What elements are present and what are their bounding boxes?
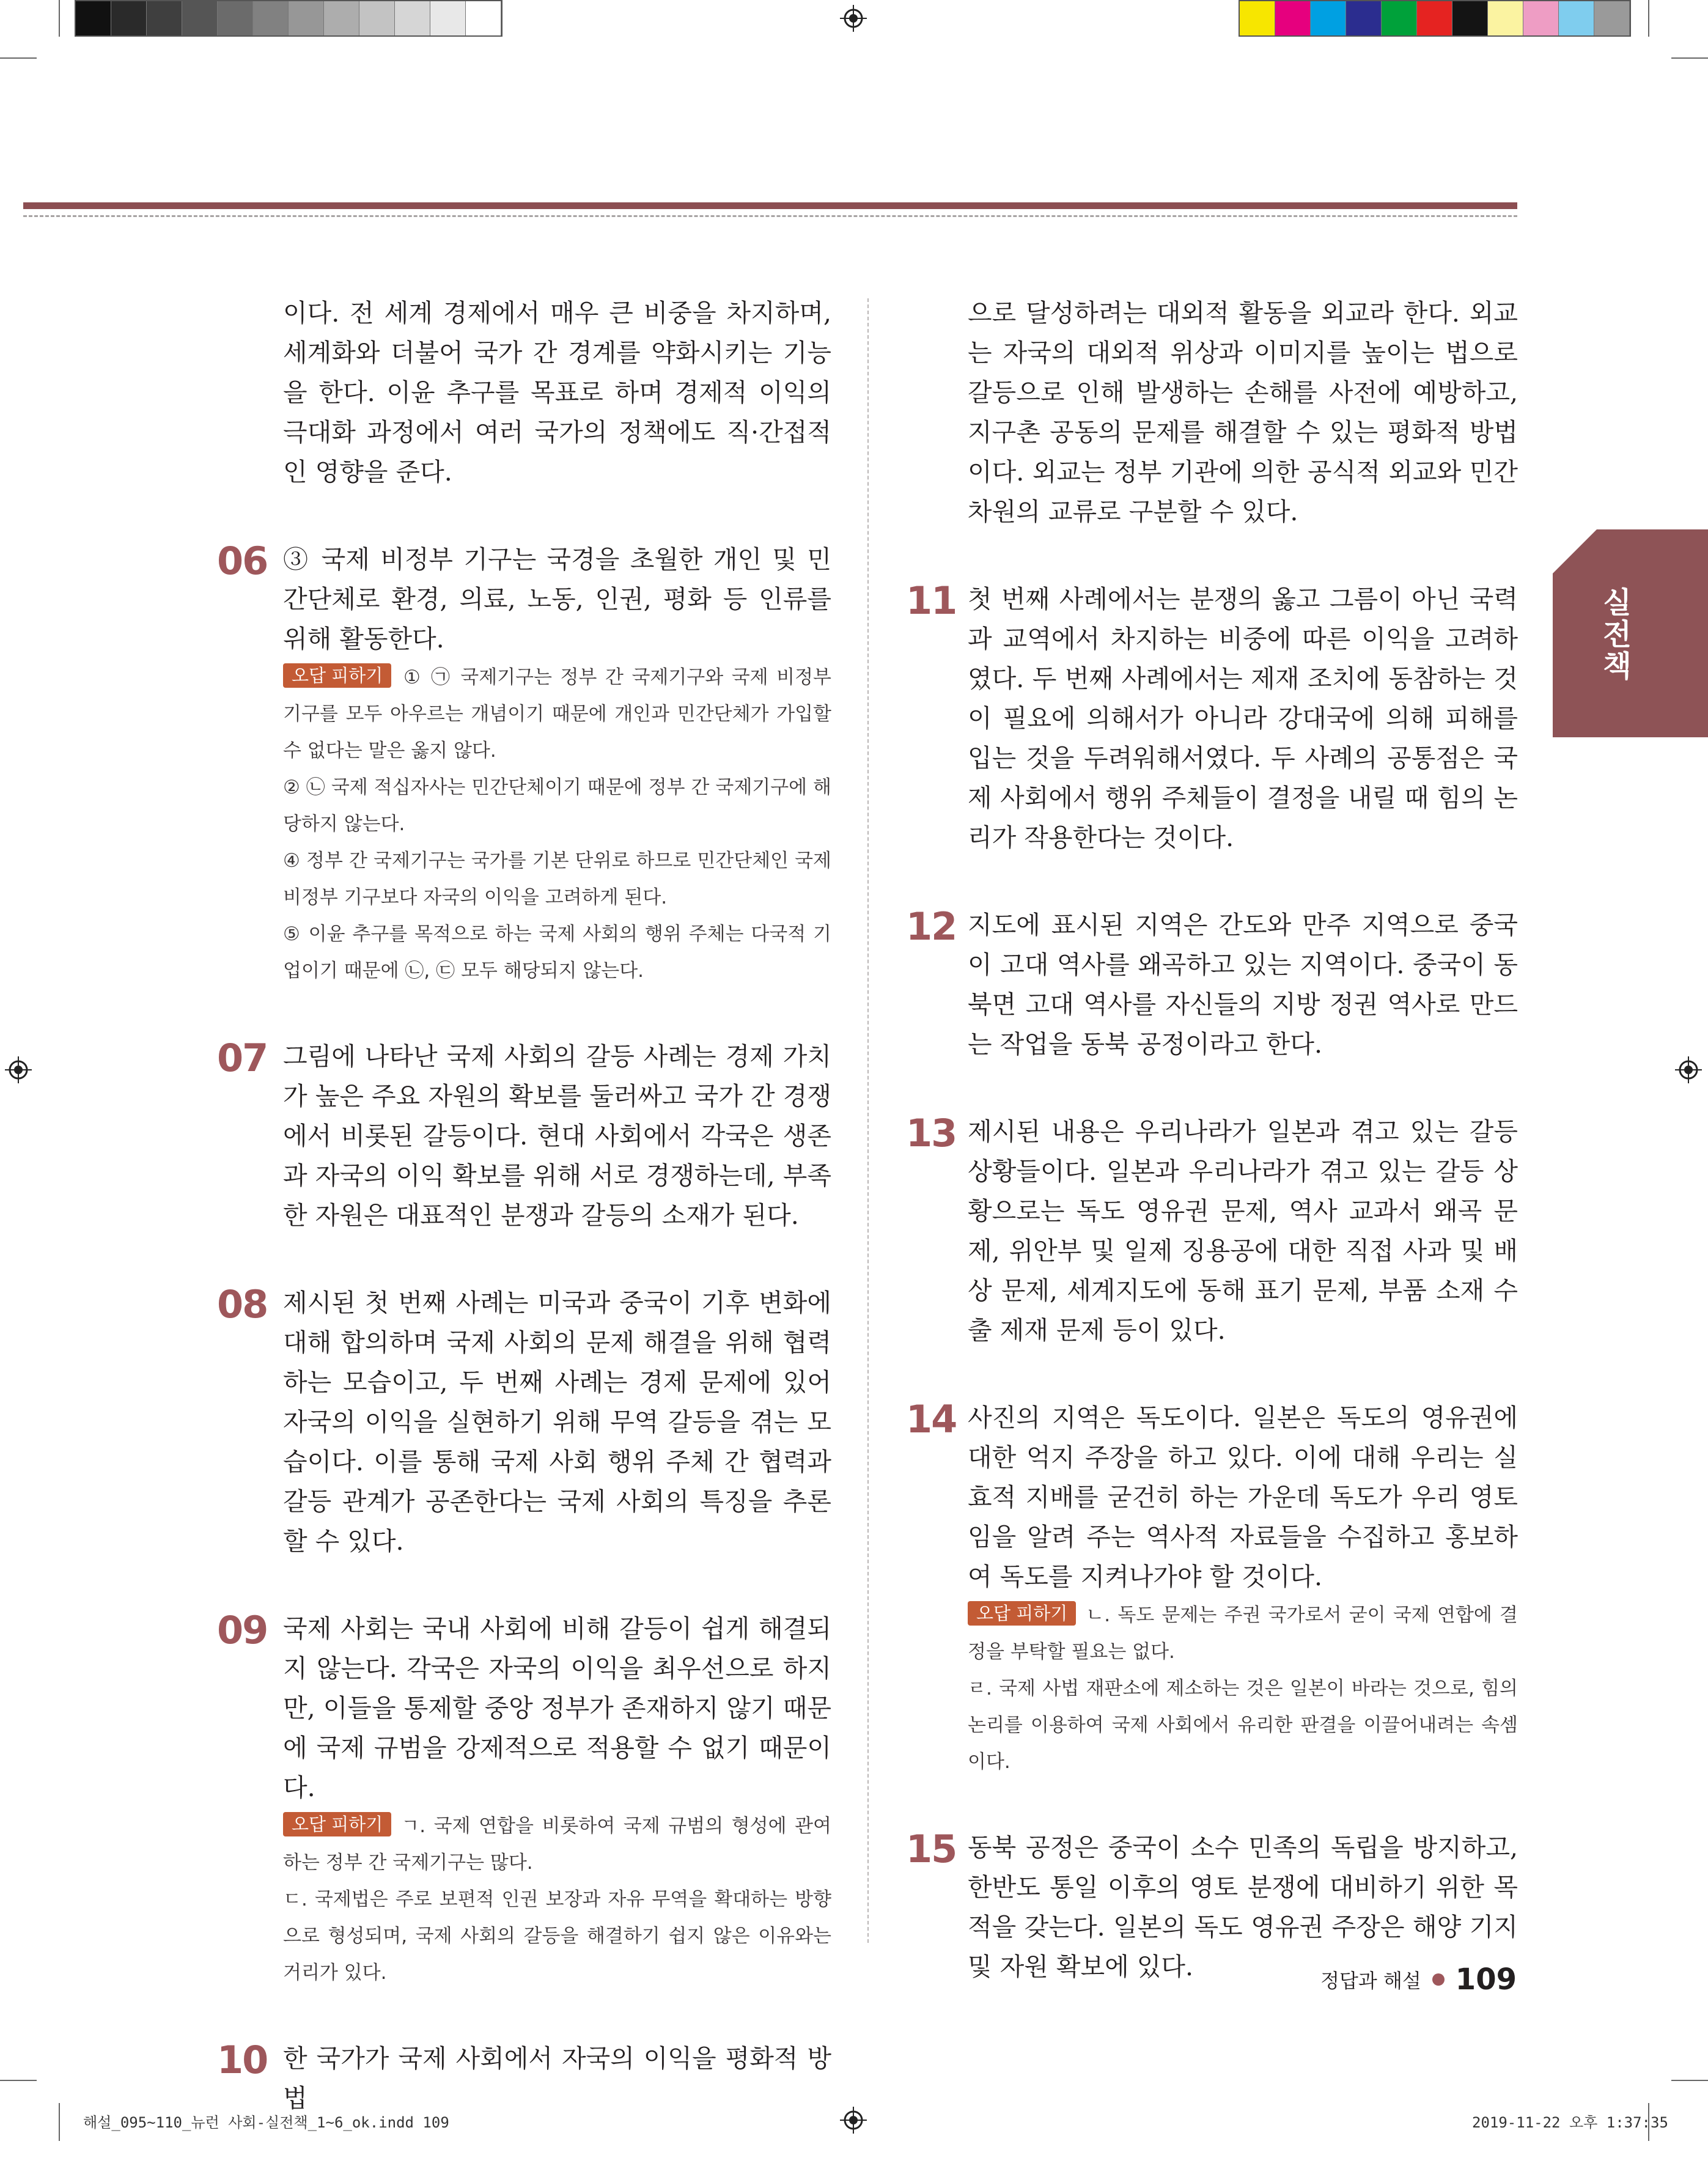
header-dashed-rule [23, 215, 1517, 217]
trim-mark [59, 2103, 60, 2141]
left-column [217, 293, 831, 2166]
header-rule [23, 202, 1517, 209]
registration-mark-icon [840, 2107, 867, 2134]
answer-text: 제시된 첫 번째 사례는 미국과 중국이 기후 변화에 대해 합의하며 국제 사회의 문제 해결을 위해 협력하는 모습이고, 두 번째 사례는 경제 문제에 있어 자국의 이익을 실현하기 위해 무역 갈등을 겪는 모습이다. 이를 통해 국제 사회 행위 주체 간 협력과 갈등 관계가 공존한다는 국제 사회의 특징을 추론할 수 있다. [283, 1288, 831, 1556]
trim-mark [1671, 57, 1708, 59]
slug-timestamp: 2019-11-22 오후 1:37:35 [1472, 2114, 1668, 2131]
answer-text: 사진의 지역은 독도이다. 일본은 독도의 영유권에 대한 억지 주장을 하고 있다. 이에 대해 우리는 실효적 지배를 굳건히 하는 가운데 독도가 우리 영토임을 알려 주는 역사적 자료들을 수집하고 홍보하여 독도를 지켜나가야 할 것이다. [968, 1403, 1518, 1591]
color-swatch [182, 1, 218, 35]
answer-text: 첫 번째 사례에서는 분쟁의 옳고 그름이 아닌 국력과 교역에서 차지하는 비중에 따른 이익을 고려하였다. 두 번째 사례에서는 제재 조치에 동참하는 것이 필요에 의해서가 아니라 강대국에 의해 피해를 입는 것을 두려워해서였다. 두 사례의 공통점은 국제 사회에서 행위 주체들이 결정을 내릴 때 힘의 논리가 작용한다는 것이다. [968, 584, 1518, 852]
section-tab-label: 실전책 [1597, 587, 1632, 682]
note-text: ① ㉠ 국제기구는 정부 간 국제기구와 국제 비정부 기구를 모두 아우르는 개념이기 때문에 개인과 민간단체가 가입할 수 없다는 말은 옳지 않다. [283, 666, 831, 762]
question-number: 11 [906, 578, 957, 623]
color-swatch [1382, 1, 1417, 35]
note-text: ⑤ 이윤 추구를 목적으로 하는 국제 사회의 행위 주체는 다국적 기업이기 때문에 ㉡, ㉢ 모두 해당되지 않는다. [283, 923, 831, 982]
registration-mark-icon [1, 0, 28, 27]
question-number: 06 [217, 539, 268, 583]
question-number: 12 [906, 904, 957, 949]
footer-label: 정답과 해설 [1320, 1969, 1421, 1992]
answer-body [283, 1609, 831, 1991]
question-number: 10 [217, 2038, 268, 2082]
note-line [968, 1597, 1518, 1670]
color-swatch [1240, 1, 1275, 35]
color-swatch [1523, 1, 1559, 35]
color-swatch [1594, 1, 1630, 35]
color-swatch [1417, 1, 1452, 35]
question-number: 07 [217, 1036, 268, 1080]
question-number: 13 [906, 1111, 957, 1155]
color-swatch [1346, 1, 1382, 35]
answer-item [904, 293, 1518, 532]
answer-body [968, 1398, 1518, 1780]
wrong-answer-note [283, 1808, 831, 1991]
answer-item [217, 1036, 831, 1236]
note-text: ㄱ. 국제 연합을 비롯하여 국제 규범의 형성에 관여하는 정부 간 국제기구는 많다. [283, 1815, 831, 1874]
trim-mark [1671, 2080, 1708, 2081]
answer-text: 그림에 나타난 국제 사회의 갈등 사례는 경제 가치가 높은 주요 자원의 확보를 둘러싸고 국가 간 경쟁에서 비롯된 갈등이다. 현대 사회에서 각국은 생존과 자국의 이익 확보를 위해 서로 경쟁하는데, 부족한 자원은 대표적인 분쟁과 갈등의 소재가 된다. [283, 1042, 831, 1230]
answer-text: 한 국가가 국제 사회에서 자국의 이익을 평화적 방법 [283, 2044, 831, 2113]
slug-filename: 해설_095~110_뉴런 사회-실전책_1~6_ok.indd 109 [83, 2114, 449, 2131]
answer-body [283, 540, 831, 989]
answer-body [283, 1283, 831, 1561]
color-swatch [466, 1, 501, 35]
color-swatch [253, 1, 289, 35]
color-swatch [430, 1, 466, 35]
right-column [904, 293, 1518, 2035]
wrong-answer-note [968, 1597, 1518, 1780]
answer-item [904, 1112, 1518, 1350]
wrong-answer-badge: 오답 피하기 [283, 1812, 391, 1836]
answer-text: 국제 사회는 국내 사회에 비해 갈등이 쉽게 해결되지 않는다. 각국은 자국의 이익을 최우선으로 하지만, 이들을 통제할 중앙 정부가 존재하지 않기 때문에 국제 규범을 강제적으로 적용할 수 없기 때문이다. [283, 1614, 831, 1802]
answer-text: ③ 국제 비정부 기구는 국경을 초월한 개인 및 민간단체로 환경, 의료, 노동, 인권, 평화 등 인류를 위해 활동한다. [283, 545, 831, 654]
color-swatch [218, 1, 253, 35]
question-number: 14 [906, 1397, 957, 1442]
note-text: ④ 정부 간 국제기구는 국가를 기본 단위로 하므로 민간단체인 국제 비정부 기구보다 자국의 이익을 고려하게 된다. [283, 850, 831, 908]
trim-mark [1648, 0, 1649, 37]
color-swatch [1488, 1, 1523, 35]
answer-item [904, 905, 1518, 1064]
note-text: ㄴ. 독도 문제는 주권 국가로서 굳이 국제 연합에 결정을 부탁할 필요는 없다. [968, 1604, 1518, 1663]
wrong-answer-note [283, 659, 831, 989]
note-line [283, 1881, 831, 1991]
answer-text: 지도에 표시된 지역은 간도와 만주 지역으로 중국이 고대 역사를 왜곡하고 있는 지역이다. 중국이 동북면 고대 역사를 자신들의 지방 정권 역사로 만드는 작업을 동북 공정이라고 한다. [968, 910, 1518, 1059]
bullet-dot-icon [1432, 1973, 1445, 1986]
note-line [283, 769, 831, 842]
color-swatch [289, 1, 324, 35]
color-swatch [395, 1, 430, 35]
registration-mark-icon [840, 5, 867, 32]
note-text: ㄹ. 국제 사법 재판소에 제소하는 것은 일본이 바라는 것으로, 힘의 논리를 이용하여 국제 사회에서 유리한 판결을 이끌어내려는 속셈이다. [968, 1678, 1518, 1773]
answer-item [217, 2038, 831, 2118]
color-swatch [76, 1, 111, 35]
note-line [968, 1670, 1518, 1780]
color-swatch [1452, 1, 1488, 35]
page-footer [1320, 1962, 1517, 1997]
answer-body [968, 905, 1518, 1064]
answer-body [283, 293, 831, 492]
answer-body [968, 293, 1518, 532]
registration-mark-icon [5, 1056, 32, 1083]
answer-item [217, 539, 831, 989]
wrong-answer-badge: 오답 피하기 [968, 1601, 1076, 1626]
answer-body [968, 580, 1518, 858]
answer-body [283, 2039, 831, 2118]
trim-mark [0, 2080, 37, 2081]
column-divider [867, 298, 869, 1943]
answer-text: 이다. 전 세계 경제에서 매우 큰 비중을 차지하며, 세계화와 더불어 국가 간 경계를 약화시키는 기능을 한다. 이윤 추구를 목표로 하며 경제적 이익의 극대화 과정에서 여러 국가의 정책에도 직·간접적인 영향을 준다. [283, 298, 831, 487]
color-swatch [111, 1, 147, 35]
color-swatch [1275, 1, 1311, 35]
question-number: 09 [217, 1608, 268, 1652]
color-swatch [1311, 1, 1346, 35]
trim-mark [0, 57, 37, 59]
color-swatch [359, 1, 395, 35]
color-swatch [147, 1, 182, 35]
answer-item [217, 1282, 831, 1561]
answer-body [283, 1037, 831, 1236]
note-line [283, 916, 831, 989]
answer-item [904, 580, 1518, 858]
note-line [283, 1808, 831, 1881]
answer-item [220, 293, 831, 492]
note-text: ② ㉡ 국제 적십자사는 민간단체이기 때문에 정부 간 국제기구에 해당하지 않는다. [283, 776, 831, 835]
question-number: 08 [217, 1282, 268, 1327]
page-number: 109 [1455, 1962, 1517, 1997]
color-swatch [324, 1, 359, 35]
note-line [283, 842, 831, 916]
trim-mark [59, 0, 60, 37]
gray-calibration-bar [75, 0, 502, 37]
note-line [283, 659, 831, 769]
registration-mark-icon [1675, 1056, 1702, 1083]
answer-body [968, 1112, 1518, 1350]
color-swatch [1559, 1, 1594, 35]
color-calibration-bar [1239, 0, 1631, 37]
wrong-answer-badge: 오답 피하기 [283, 663, 391, 688]
answer-text: 으로 달성하려는 대외적 활동을 외교라 한다. 외교는 자국의 대외적 위상과 이미지를 높이는 법으로 갈등으로 인해 발생하는 손해를 사전에 예방하고, 지구촌 공동의 문제를 해결할 수 있는 평화적 방법이다. 외교는 정부 기관에 의한 공식적 외교와 민간 차원의 교류로 구분할 수 있다. [968, 298, 1518, 526]
answer-text: 제시된 내용은 우리나라가 일본과 겪고 있는 갈등 상황들이다. 일본과 우리나라가 겪고 있는 갈등 상황으로는 독도 영유권 문제, 역사 교과서 왜곡 문제, 위안부 및 일제 징용공에 대한 직접 사과 및 배상 문제, 세계지도에 동해 표기 문제, 부품 소재 수출 제재 문제 등이 있다. [968, 1117, 1518, 1345]
answer-item [217, 1608, 831, 1991]
question-number: 15 [906, 1827, 957, 1871]
answer-item [904, 1398, 1518, 1780]
answer-text: 동북 공정은 중국이 소수 민족의 독립을 방지하고, 한반도 통일 이후의 영토 분쟁에 대비하기 위한 목적을 갖는다. 일본의 독도 영유권 주장은 해양 기지 및 자원 확보에 있다. [968, 1833, 1518, 1981]
note-text: ㄷ. 국제법은 주로 보편적 인권 보장과 자유 무역을 확대하는 방향으로 형성되며, 국제 사회의 갈등을 해결하기 쉽지 않은 이유와는 거리가 있다. [283, 1888, 831, 1984]
